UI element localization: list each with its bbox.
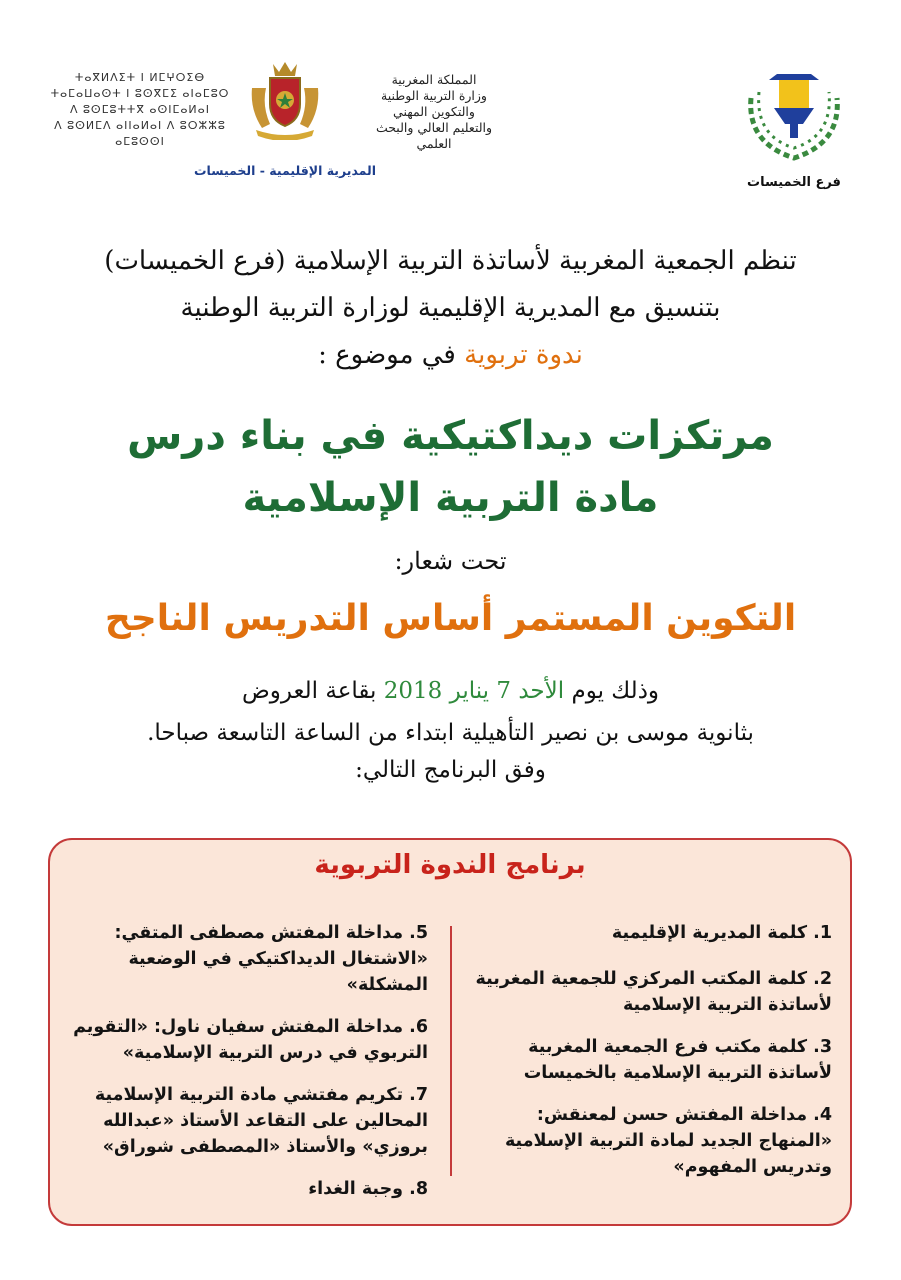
topic-lead-in: في موضوع : bbox=[318, 340, 465, 370]
program-item-number: 1. bbox=[813, 923, 832, 943]
association-emblem-icon bbox=[729, 48, 859, 173]
program-item-number: 8. bbox=[409, 1179, 428, 1199]
program-item-number: 6. bbox=[409, 1017, 428, 1037]
ministry-name-tifinagh bbox=[50, 70, 230, 150]
program-item-number: 2. bbox=[813, 969, 832, 989]
program-item-number: 7. bbox=[409, 1085, 428, 1105]
tifinagh-line: ⵜⴰⵎⴰⵡⴰⵙⵜ ⵏ ⵓⵙⴳⵎⵉ ⴰⵏⴰⵎⵓⵔ bbox=[50, 87, 230, 100]
program-item bbox=[68, 1014, 428, 1066]
intro-line-organizer: تنظم الجمعية المغربية لأساتذة التربية الإسلامية (فرع الخميسات) bbox=[104, 246, 797, 276]
association-branch-label: فرع الخميسات bbox=[747, 175, 841, 190]
program-list-left bbox=[68, 920, 428, 1218]
program-box bbox=[48, 838, 852, 1226]
ministry-line: المملكة المغربية bbox=[391, 72, 477, 87]
program-item bbox=[472, 1102, 832, 1180]
program-item-text: كلمة المكتب المركزي للجمعية المغربية لأساتذة التربية الإسلامية bbox=[475, 969, 832, 1015]
intro-line-coordination: بتنسيق مع المديرية الإقليمية لوزارة التربية الوطنية bbox=[180, 293, 721, 323]
association-logo-block bbox=[729, 48, 859, 198]
program-item-number: 5. bbox=[409, 923, 428, 943]
tifinagh-line: ⴷ ⵓⵙⵎⵓⵜⵜⴳ ⴰⵙⵏⵎⴰⵍⴰⵏ bbox=[69, 103, 211, 116]
program-item-number: 3. bbox=[813, 1037, 832, 1057]
program-title: برنامج الندوة التربوية bbox=[314, 850, 586, 880]
program-item-number: 4. bbox=[813, 1105, 832, 1125]
coat-of-arms-icon bbox=[246, 58, 324, 140]
ministry-name-arabic bbox=[359, 72, 509, 152]
date-prefix: وذلك يوم bbox=[564, 678, 660, 704]
program-item bbox=[68, 920, 428, 998]
program-item-text: مداخلة المفتش سفيان ناول: «التقويم التربوي في درس التربية الإسلامية» bbox=[73, 1017, 428, 1063]
program-column-divider bbox=[450, 926, 452, 1176]
program-item bbox=[472, 920, 832, 946]
program-lead-in: وفق البرنامج التالي: bbox=[355, 757, 546, 783]
program-item bbox=[68, 1082, 428, 1160]
ministry-line: والتعليم العالي والبحث العلمي bbox=[375, 120, 493, 151]
program-item bbox=[68, 1176, 428, 1202]
ministry-line: وزارة التربية الوطنية bbox=[381, 88, 487, 103]
tifinagh-line: ⴷ ⵓⵙⵍⵎⴷ ⴰⵏⵏⴰⵍⴰⵏ ⴷ ⵓⵔⵣⵣⵓ ⴰⵎⵓⵙⵙⵏ bbox=[54, 119, 226, 148]
program-item-text: وجبة الغداء bbox=[308, 1179, 404, 1199]
slogan-label: تحت شعار: bbox=[394, 547, 507, 575]
intro-line-topic bbox=[0, 340, 901, 370]
program-item-text: مداخلة المفتش حسن لمعنقش: «المنهاج الجديد لمادة التربية الإسلامية وتدريس المفهوم» bbox=[504, 1105, 832, 1177]
tifinagh-line: ⵜⴰⴳⵍⴷⵉⵜ ⵏ ⵍⵎⵖⵔⵉⴱ bbox=[74, 71, 206, 84]
event-date-line bbox=[0, 678, 901, 704]
program-item bbox=[472, 1034, 832, 1086]
seminar-title-line-1: مرتكزات ديداكتيكية في بناء درس bbox=[127, 413, 774, 459]
ministry-line: والتكوين المهني bbox=[393, 104, 475, 119]
program-item-text: تكريم مفتشي مادة التربية الإسلامية المحالين على التقاعد الأستاذ «عبدالله بروزي» والأستاذ «المصطفى شوراق» bbox=[94, 1085, 428, 1157]
seminar-type-label: ندوة تربوية bbox=[464, 340, 583, 370]
program-list-right bbox=[472, 920, 832, 1196]
event-date: الأحد 7 يناير 2018 bbox=[383, 678, 565, 704]
program-item-text: مداخلة المفتش مصطفى المتقي: «الاشتغال الديداكتيكي في الوضعية المشكلة» bbox=[114, 923, 428, 995]
event-venue-line: بثانوية موسى بن نصير التأهيلية ابتداء من الساعة التاسعة صباحا. bbox=[147, 720, 754, 746]
program-item-text: كلمة المديرية الإقليمية bbox=[611, 923, 808, 943]
venue-hall: بقاعة العروض bbox=[241, 678, 384, 704]
program-item bbox=[472, 966, 832, 1018]
provincial-directorate-label: المديرية الإقليمية - الخميسات bbox=[193, 163, 377, 178]
seminar-title-line-2: مادة التربية الإسلامية bbox=[242, 475, 659, 521]
program-item-text: كلمة مكتب فرع الجمعية المغربية لأساتذة التربية الإسلامية بالخميسات bbox=[523, 1037, 832, 1083]
slogan-text: التكوين المستمر أساس التدريس الناجح bbox=[104, 598, 797, 639]
